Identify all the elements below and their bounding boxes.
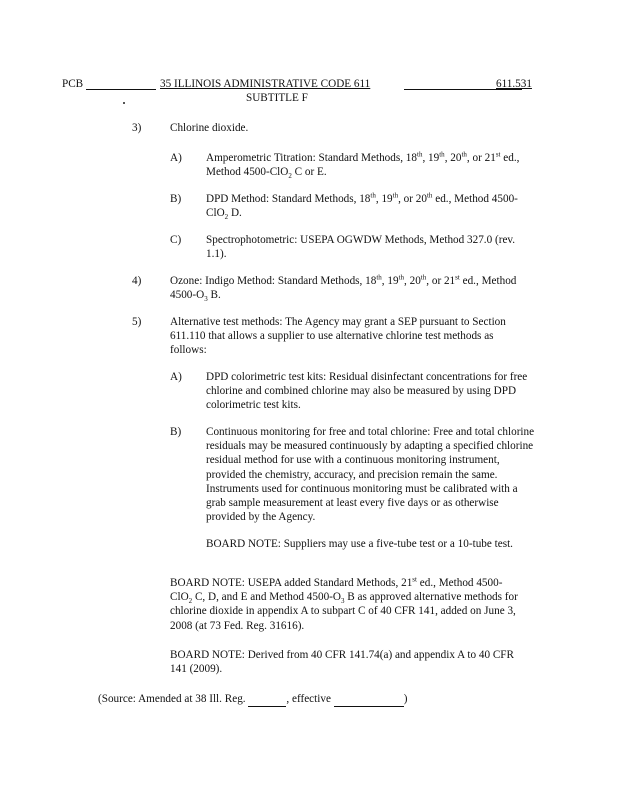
header-subtitle: SUBTITLE F: [246, 92, 308, 104]
subitem-label: A): [170, 371, 182, 383]
sub-board-note: BOARD NOTE: Suppliers may use a five-tube test or a 10-tube test.: [206, 538, 513, 550]
item-number: 4): [132, 275, 142, 287]
item-number: 5): [132, 316, 142, 328]
subitem-text: DPD Method: Standard Methods, 18th, 19th, or 20th ed., Method 4500-ClO$_2$ D.: [206, 191, 518, 222]
subitem-text: Amperometric Titration: Standard Methods, 18th, 19th, 20th, or 21st ed., Method 4500-ClO$_2$ C or E.: [206, 150, 520, 181]
header-agency: PCB: [62, 78, 84, 90]
subitem-label: B): [170, 193, 182, 205]
blank-register-page: [248, 692, 286, 707]
subitem-text: Spectrophotometric: USEPA OGWDW Methods, Method 327.0 (rev. 1.1).: [206, 234, 516, 261]
source-prefix: (Source: Amended at 38 Ill. Reg.: [98, 693, 246, 705]
source-line: [98, 692, 407, 707]
subitem-label: A): [170, 152, 182, 164]
subitem-label: C): [170, 234, 182, 246]
item-title: Chlorine dioxide.: [170, 122, 249, 134]
source-suffix: ): [403, 693, 408, 705]
item-text: Alternative test methods: The Agency may grant a SEP pursuant to Section 611.110 that allows a supplier to use alternative chlorine test methods as follows:: [170, 316, 506, 357]
subitem-text: Continuous monitoring for free and total chlorine: Free and total chlorine residuals may be measured continuously by adapting a specified chlorine residual method for use with a continuous monitoring instrument, provided the chemistry, accuracy, and precision remain the same. Instruments used for continuous monitoring must be calibrated with a grab sample measurement at least every five days or as otherwise provided by the Agency.: [206, 426, 535, 524]
subitem-label: B): [170, 426, 182, 438]
board-note: BOARD NOTE: Derived from 40 CFR 141.74(a) and appendix A to 40 CFR 141 (2009).: [170, 649, 514, 676]
stray-mark: [123, 102, 125, 104]
header-section-number: 611.531: [496, 78, 532, 90]
subitem-text: DPD colorimetric test kits: Residual disinfectant concentrations for free chlorine and combined chlorine may also be measured by using DPD colorimetric test kits.: [206, 371, 528, 412]
header-code-title: 35 ILLINOIS ADMINISTRATIVE CODE 611: [160, 78, 371, 90]
item-number: 3): [132, 122, 142, 134]
blank-effective-date: [334, 692, 404, 707]
board-note: BOARD NOTE: USEPA added Standard Methods, 21st ed., Method 4500-ClO$_2$ C, D, and E and Method $4500-O_3$ B as approved alternative methods for chlorine dioxide in appendix A to subpart C of 40 CFR 141, added on June 3, 2008 (at 73 Fed. Reg. 31616).: [170, 575, 518, 632]
source-middle: , effective: [286, 693, 331, 705]
header-rule-left: [86, 89, 156, 90]
item-text: Ozone: Indigo Method: Standard Methods, 18th, 19th, 20th, or 21st ed., Method $4500-O_3$ B.: [170, 273, 517, 304]
